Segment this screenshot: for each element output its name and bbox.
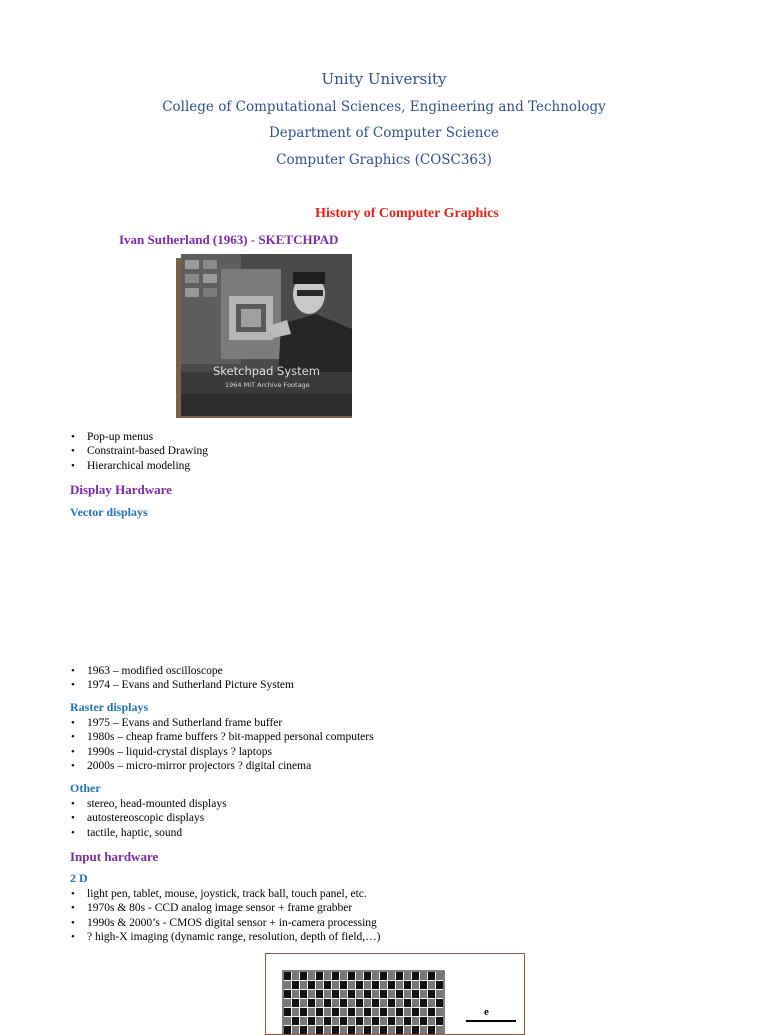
sensor-cell [428,972,435,980]
sensor-cell [436,972,443,980]
sensor-cell [372,981,379,989]
sensor-cell [316,981,323,989]
sensor-cell [340,981,347,989]
sketchpad-features-list [70,430,208,473]
sensor-cell [324,1008,331,1016]
sensor-cell [292,990,299,998]
input-hardware-heading: Input hardware [70,849,159,864]
photo-caption-subtitle: 1964 MIT Archive Footage [225,381,310,389]
sensor-cell [412,1008,419,1016]
sensor-cell [308,990,315,998]
sensor-cell [396,999,403,1007]
sensor-cell [404,981,411,989]
sensor-cell [348,999,355,1007]
sensor-cell [332,999,339,1007]
sensor-cell [292,999,299,1007]
sensor-cell [380,972,387,980]
sensor-cell [316,990,323,998]
sensor-cell [364,990,371,998]
sensor-cell [396,972,403,980]
sensor-cell [364,981,371,989]
sensor-cell [404,1026,411,1034]
list-item: • 1974 – Evans and Sutherland Picture System [70,678,294,692]
sensor-cell [308,999,315,1007]
sensor-cell [332,981,339,989]
sketchpad-photo [181,254,352,416]
list-item: • autostereoscopic displays [70,811,227,825]
sensor-cell [420,1008,427,1016]
sensor-cell [436,981,443,989]
sensor-cell [316,972,323,980]
sensor-cell [308,1008,315,1016]
sensor-cell [396,1008,403,1016]
sensor-cell [292,972,299,980]
vector-displays-heading: Vector displays [70,505,148,519]
sensor-cell [364,1008,371,1016]
sensor-cell [348,972,355,980]
sensor-cell [428,990,435,998]
sutherland-heading: Ivan Sutherland (1963) - SKETCHPAD [119,232,339,247]
sensor-cell [380,1008,387,1016]
list-item: • Pop-up menus [70,430,208,444]
sensor-cell [284,1008,291,1016]
department-name: Department of Computer Science [268,125,500,141]
sensor-cell [436,1026,443,1034]
sensor-cell [324,999,331,1007]
other-displays-list [70,797,227,840]
sensor-cell [372,990,379,998]
sensor-cell [356,999,363,1007]
sensor-cell [324,990,331,998]
sensor-cell [300,1008,307,1016]
other-displays-heading: Other [70,781,101,795]
sensor-cell [332,990,339,998]
sensor-cell [412,990,419,998]
sensor-cell [324,981,331,989]
sensor-cell [388,972,395,980]
sensor-cell [372,972,379,980]
sensor-cell [356,1008,363,1016]
sensor-cell [364,972,371,980]
sensor-cell [396,981,403,989]
sensor-cell [300,972,307,980]
sensor-cell [284,981,291,989]
sensor-cell [428,999,435,1007]
sensor-cell [372,999,379,1007]
sensor-cell [428,981,435,989]
sensor-cell [356,981,363,989]
sensor-cell [396,1026,403,1034]
course-name: Computer Graphics (COSC363) [276,152,492,168]
sensor-cell [420,972,427,980]
sensor-cell [428,1008,435,1016]
sensor-figure [265,953,525,1035]
sensor-cell [380,999,387,1007]
sensor-cell [356,972,363,980]
sensor-cell [364,999,371,1007]
sensor-cell [364,1026,371,1034]
sensor-cell [324,972,331,980]
vector-displays-list [70,664,294,693]
sensor-cell [372,1026,379,1034]
sensor-cell [404,990,411,998]
sensor-cell [412,999,419,1007]
sensor-cell [436,999,443,1007]
sensor-cell [300,981,307,989]
sensor-axis-bar [466,1020,516,1022]
sensor-outline [283,971,444,1034]
sensor-cell [340,1026,347,1034]
sensor-cell [420,999,427,1007]
sensor-cell [356,990,363,998]
input-2d-heading: 2 D [70,871,88,885]
sensor-cell [388,1026,395,1034]
sensor-cell [388,981,395,989]
sensor-cell [372,1008,379,1016]
sensor-cell [436,1008,443,1016]
sensor-cell [396,990,403,998]
sensor-cell [388,999,395,1007]
figure-label: e [484,1006,489,1018]
list-item: • 1980s – cheap frame buffers ? bit-mapped personal computers [70,730,374,744]
sensor-cell [340,1008,347,1016]
sensor-cell [412,981,419,989]
sensor-cell [332,1008,339,1016]
list-item: • 1970s & 80s - CCD analog image sensor + frame grabber [70,901,381,915]
sensor-cell [388,1008,395,1016]
sensor-cell [308,972,315,980]
sensor-cell [332,1026,339,1034]
sensor-cell [348,1008,355,1016]
sensor-cell [412,1026,419,1034]
sensor-cell [404,1008,411,1016]
list-item: • ? high-X imaging (dynamic range, resolution, depth of field,…) [70,930,381,944]
sensor-cell [348,981,355,989]
sensor-cell [340,972,347,980]
list-item: • 2000s – micro-mirror projectors ? digital cinema [70,759,374,773]
display-hardware-heading: Display Hardware [70,482,172,497]
sensor-cell [412,972,419,980]
sensor-cell [388,990,395,998]
sensor-cell [292,1008,299,1016]
sensor-cell [340,999,347,1007]
sensor-cell [404,999,411,1007]
sensor-cell [420,990,427,998]
list-item: • tactile, haptic, sound [70,826,227,840]
sensor-cell [316,999,323,1007]
sensor-cell [420,1026,427,1034]
sensor-cell [284,999,291,1007]
sensor-cell [356,1026,363,1034]
sensor-cell [316,1026,323,1034]
document-title: History of Computer Graphics [315,206,499,221]
list-item: • 1975 – Evans and Sutherland frame buffer [70,716,374,730]
sensor-cell [380,1026,387,1034]
sensor-cell [300,999,307,1007]
sensor-cell [380,981,387,989]
input-2d-list [70,887,381,945]
sensor-cell [420,981,427,989]
sensor-cell [324,1026,331,1034]
sensor-grid-illustration [266,954,524,1034]
sensor-cell [404,972,411,980]
list-item: • 1990s & 2000’s - CMOS digital sensor + in-camera processing [70,916,381,930]
sensor-cell [380,990,387,998]
sensor-cell [436,990,443,998]
raster-displays-list [70,716,374,774]
sensor-cell [300,1026,307,1034]
sensor-cell [308,1026,315,1034]
list-item: • 1990s – liquid-crystal displays ? laptops [70,745,374,759]
sensor-cell [348,990,355,998]
sensor-cell [316,1008,323,1016]
sensor-cell [332,972,339,980]
list-item: • Hierarchical modeling [70,459,208,473]
sensor-cell [300,990,307,998]
sensor-cell [292,1026,299,1034]
list-item: • Constraint-based Drawing [70,444,208,458]
sensor-cell [292,981,299,989]
sensor-cell [284,972,291,980]
list-item: • 1963 – modified oscilloscope [70,664,294,678]
sensor-cell [308,981,315,989]
sensor-cell [340,990,347,998]
sensor-cell [428,1026,435,1034]
raster-displays-heading: Raster displays [70,700,149,714]
sensor-cell [348,1026,355,1034]
list-item: • stereo, head-mounted displays [70,797,227,811]
photo-caption-title: Sketchpad System [213,364,320,378]
university-name: Unity University [321,70,447,88]
college-name: College of Computational Sciences, Engineering and Technology [162,99,606,115]
sensor-cell [284,990,291,998]
sensor-cell [284,1026,291,1034]
list-item: • light pen, tablet, mouse, joystick, track ball, touch panel, etc. [70,887,381,901]
